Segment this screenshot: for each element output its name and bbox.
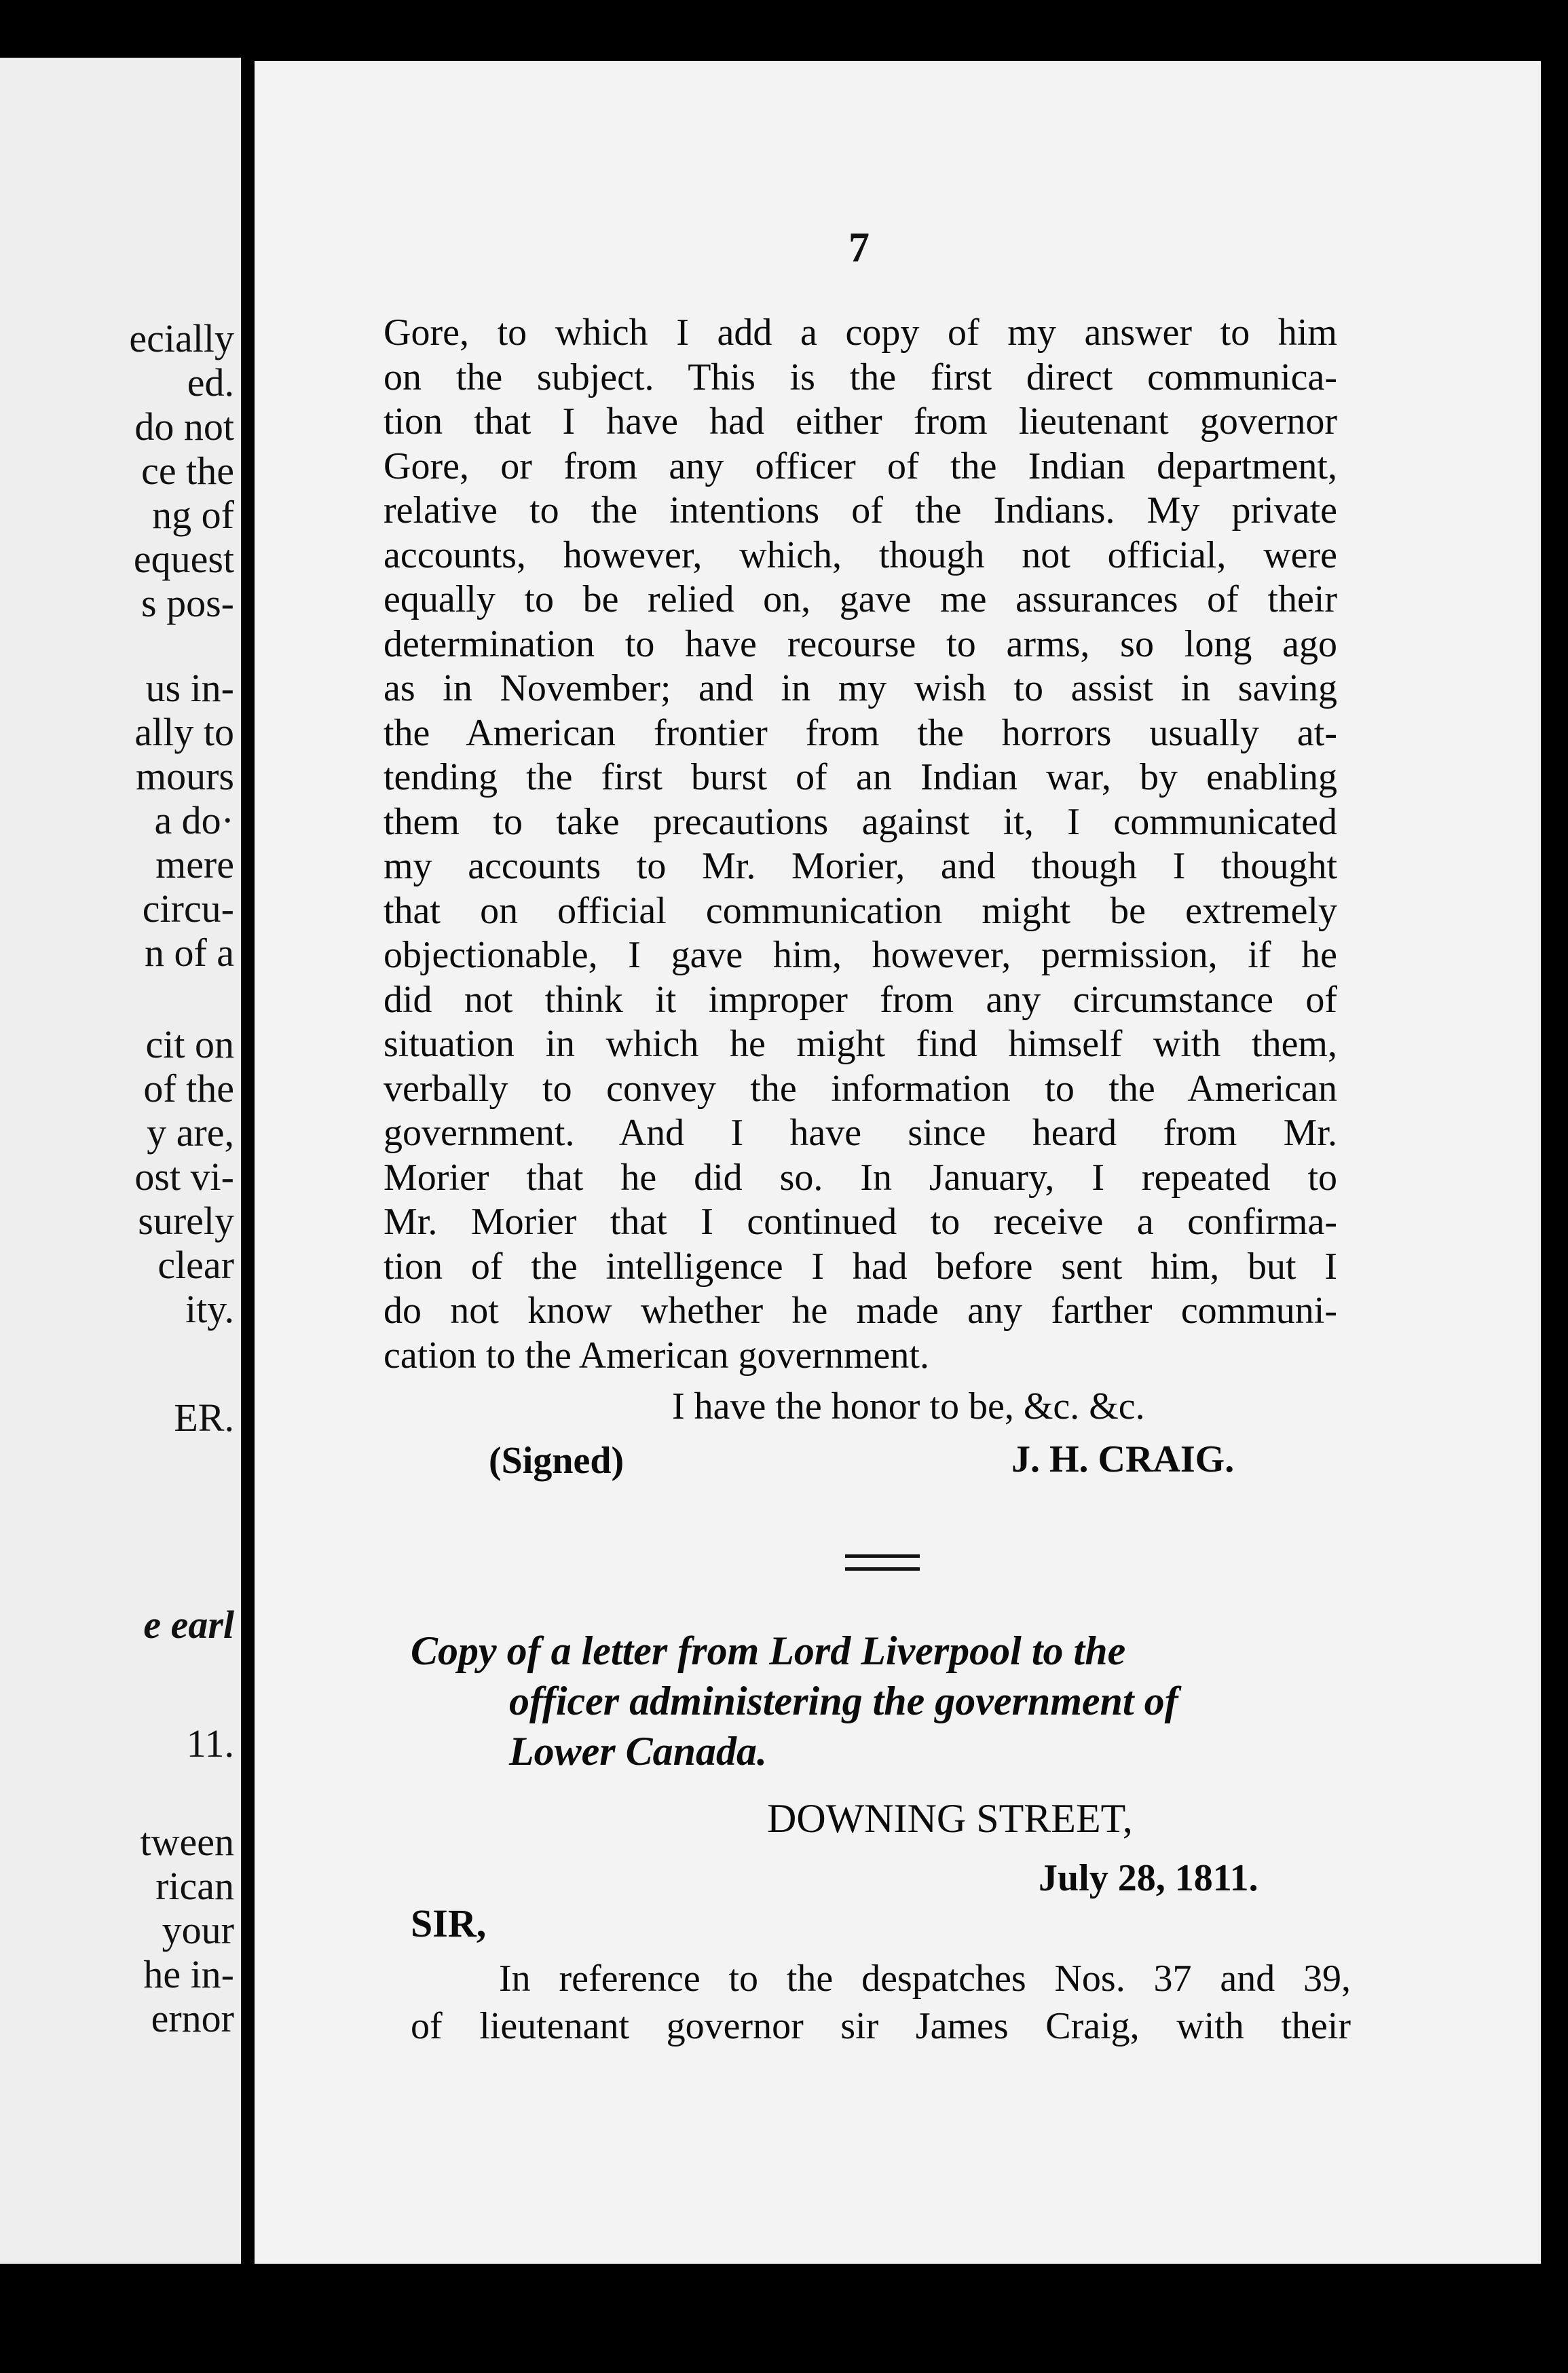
body-line-24: cation to the American government. (384, 1334, 929, 1377)
left-page-line: a do· (154, 798, 234, 842)
left-page-line: ER. (174, 1396, 234, 1440)
left-page-line: tween (140, 1820, 234, 1864)
book-spine (241, 58, 255, 2264)
body-line-5: relative to the intentions of the Indians. My private (384, 489, 1337, 531)
body-line-20: Morier that he did so. In January, I repeated to (384, 1156, 1337, 1199)
body-line-1: Gore, to which I add a copy of my answer to him (384, 312, 1337, 354)
left-page-line: mere (155, 842, 234, 886)
letter-heading (411, 1626, 1347, 1776)
body-line-2: on the subject. This is the first direct communica- (384, 356, 1337, 398)
body-line-14: that on official communication might be extremely (384, 889, 1337, 932)
heading-line-2: officer administering the government of (509, 1679, 1178, 1723)
heading-line-3: Lower Canada. (509, 1729, 768, 1774)
left-page-line: ernor (151, 1996, 234, 2040)
closing-line: I have the honor to be, &c. &c. (672, 1385, 1145, 1427)
left-page-line: equest (133, 537, 234, 581)
page-number: 7 (848, 225, 870, 271)
section-divider (845, 1554, 920, 1571)
body-line-16: did not think it improper from any circumstance of (384, 978, 1337, 1021)
body-line-19: government. And I have since heard from Mr. (384, 1112, 1337, 1154)
letter-body (411, 1955, 1351, 2050)
left-page-line: of the (143, 1066, 234, 1110)
left-page-line: circu- (142, 886, 234, 931)
signed-label: (Signed) (489, 1440, 624, 1482)
body-line-11: tending the first burst of an Indian war, by enabling (384, 756, 1337, 798)
body-line-23: do not know whether he made any farther communi- (384, 1290, 1337, 1332)
left-page-line: y are, (147, 1110, 234, 1155)
letter-place: DOWNING STREET, (767, 1796, 1133, 1841)
body-line-21: Mr. Morier that I continued to receive a confirma- (384, 1201, 1337, 1243)
scan-bottom-border (0, 2264, 1568, 2373)
salutation: SIR, (411, 1901, 487, 1945)
body-line-22: tion of the intelligence I had before sent him, but I (384, 1245, 1337, 1288)
letter-line-2: of lieutenant governor sir James Craig, with their (411, 2005, 1351, 2047)
left-page-line: clear (157, 1243, 234, 1287)
left-page-line: your (162, 1908, 234, 1952)
left-page-fragment (0, 58, 241, 2264)
left-page-line: n of a (144, 931, 234, 975)
body-line-9: as in November; and in my wish to assist in saving (384, 667, 1337, 709)
left-page-line: ally to (134, 710, 234, 754)
left-page-line: ecially (129, 316, 234, 360)
body-line-15: objectionable, I gave him, however, permission, if he (384, 934, 1337, 976)
left-page-line: rican (155, 1864, 234, 1908)
left-page-line: s pos- (141, 581, 234, 625)
body-line-6: accounts, however, which, though not official, were (384, 534, 1337, 576)
left-page-line: he in- (143, 1952, 234, 1996)
body-line-18: verbally to convey the information to the American (384, 1067, 1337, 1110)
letter-line-1: In reference to the despatches Nos. 37 and 39, (499, 1958, 1351, 2000)
body-line-3: tion that I have had either from lieutenant governor (384, 400, 1337, 443)
body-line-12: them to take precautions against it, I communicated (384, 800, 1337, 843)
letter-date: July 28, 1811. (1039, 1857, 1258, 1899)
body-line-7: equally to be relied on, gave me assurances of their (384, 578, 1337, 620)
left-page-line: ity. (185, 1287, 234, 1331)
left-page-line: 11. (186, 1721, 234, 1765)
body-line-8: determination to have recourse to arms, so long ago (384, 622, 1337, 665)
body-line-4: Gore, or from any officer of the Indian department, (384, 445, 1337, 487)
body-line-10: the American frontier from the horrors usually at- (384, 711, 1337, 754)
left-page-line: do not (134, 405, 234, 449)
left-page-line: e earl (143, 1603, 234, 1647)
left-page-line: cit on (145, 1022, 234, 1066)
heading-line-1: Copy of a letter from Lord Liverpool to the (411, 1628, 1126, 1673)
left-page-line: ost vi- (134, 1155, 234, 1199)
left-page-line: us in- (145, 666, 234, 710)
left-page-line: mours (136, 754, 234, 798)
left-page-line: ng of (152, 493, 234, 537)
body-line-13: my accounts to Mr. Morier, and though I thought (384, 845, 1337, 887)
left-page-line: ce the (141, 449, 234, 493)
signature: J. H. CRAIG. (1011, 1438, 1235, 1480)
left-page-line: surely (138, 1199, 234, 1243)
body-line-17: situation in which he might find himself with them, (384, 1023, 1337, 1065)
left-page-line: ed. (187, 360, 234, 405)
body-text (384, 311, 1337, 1378)
